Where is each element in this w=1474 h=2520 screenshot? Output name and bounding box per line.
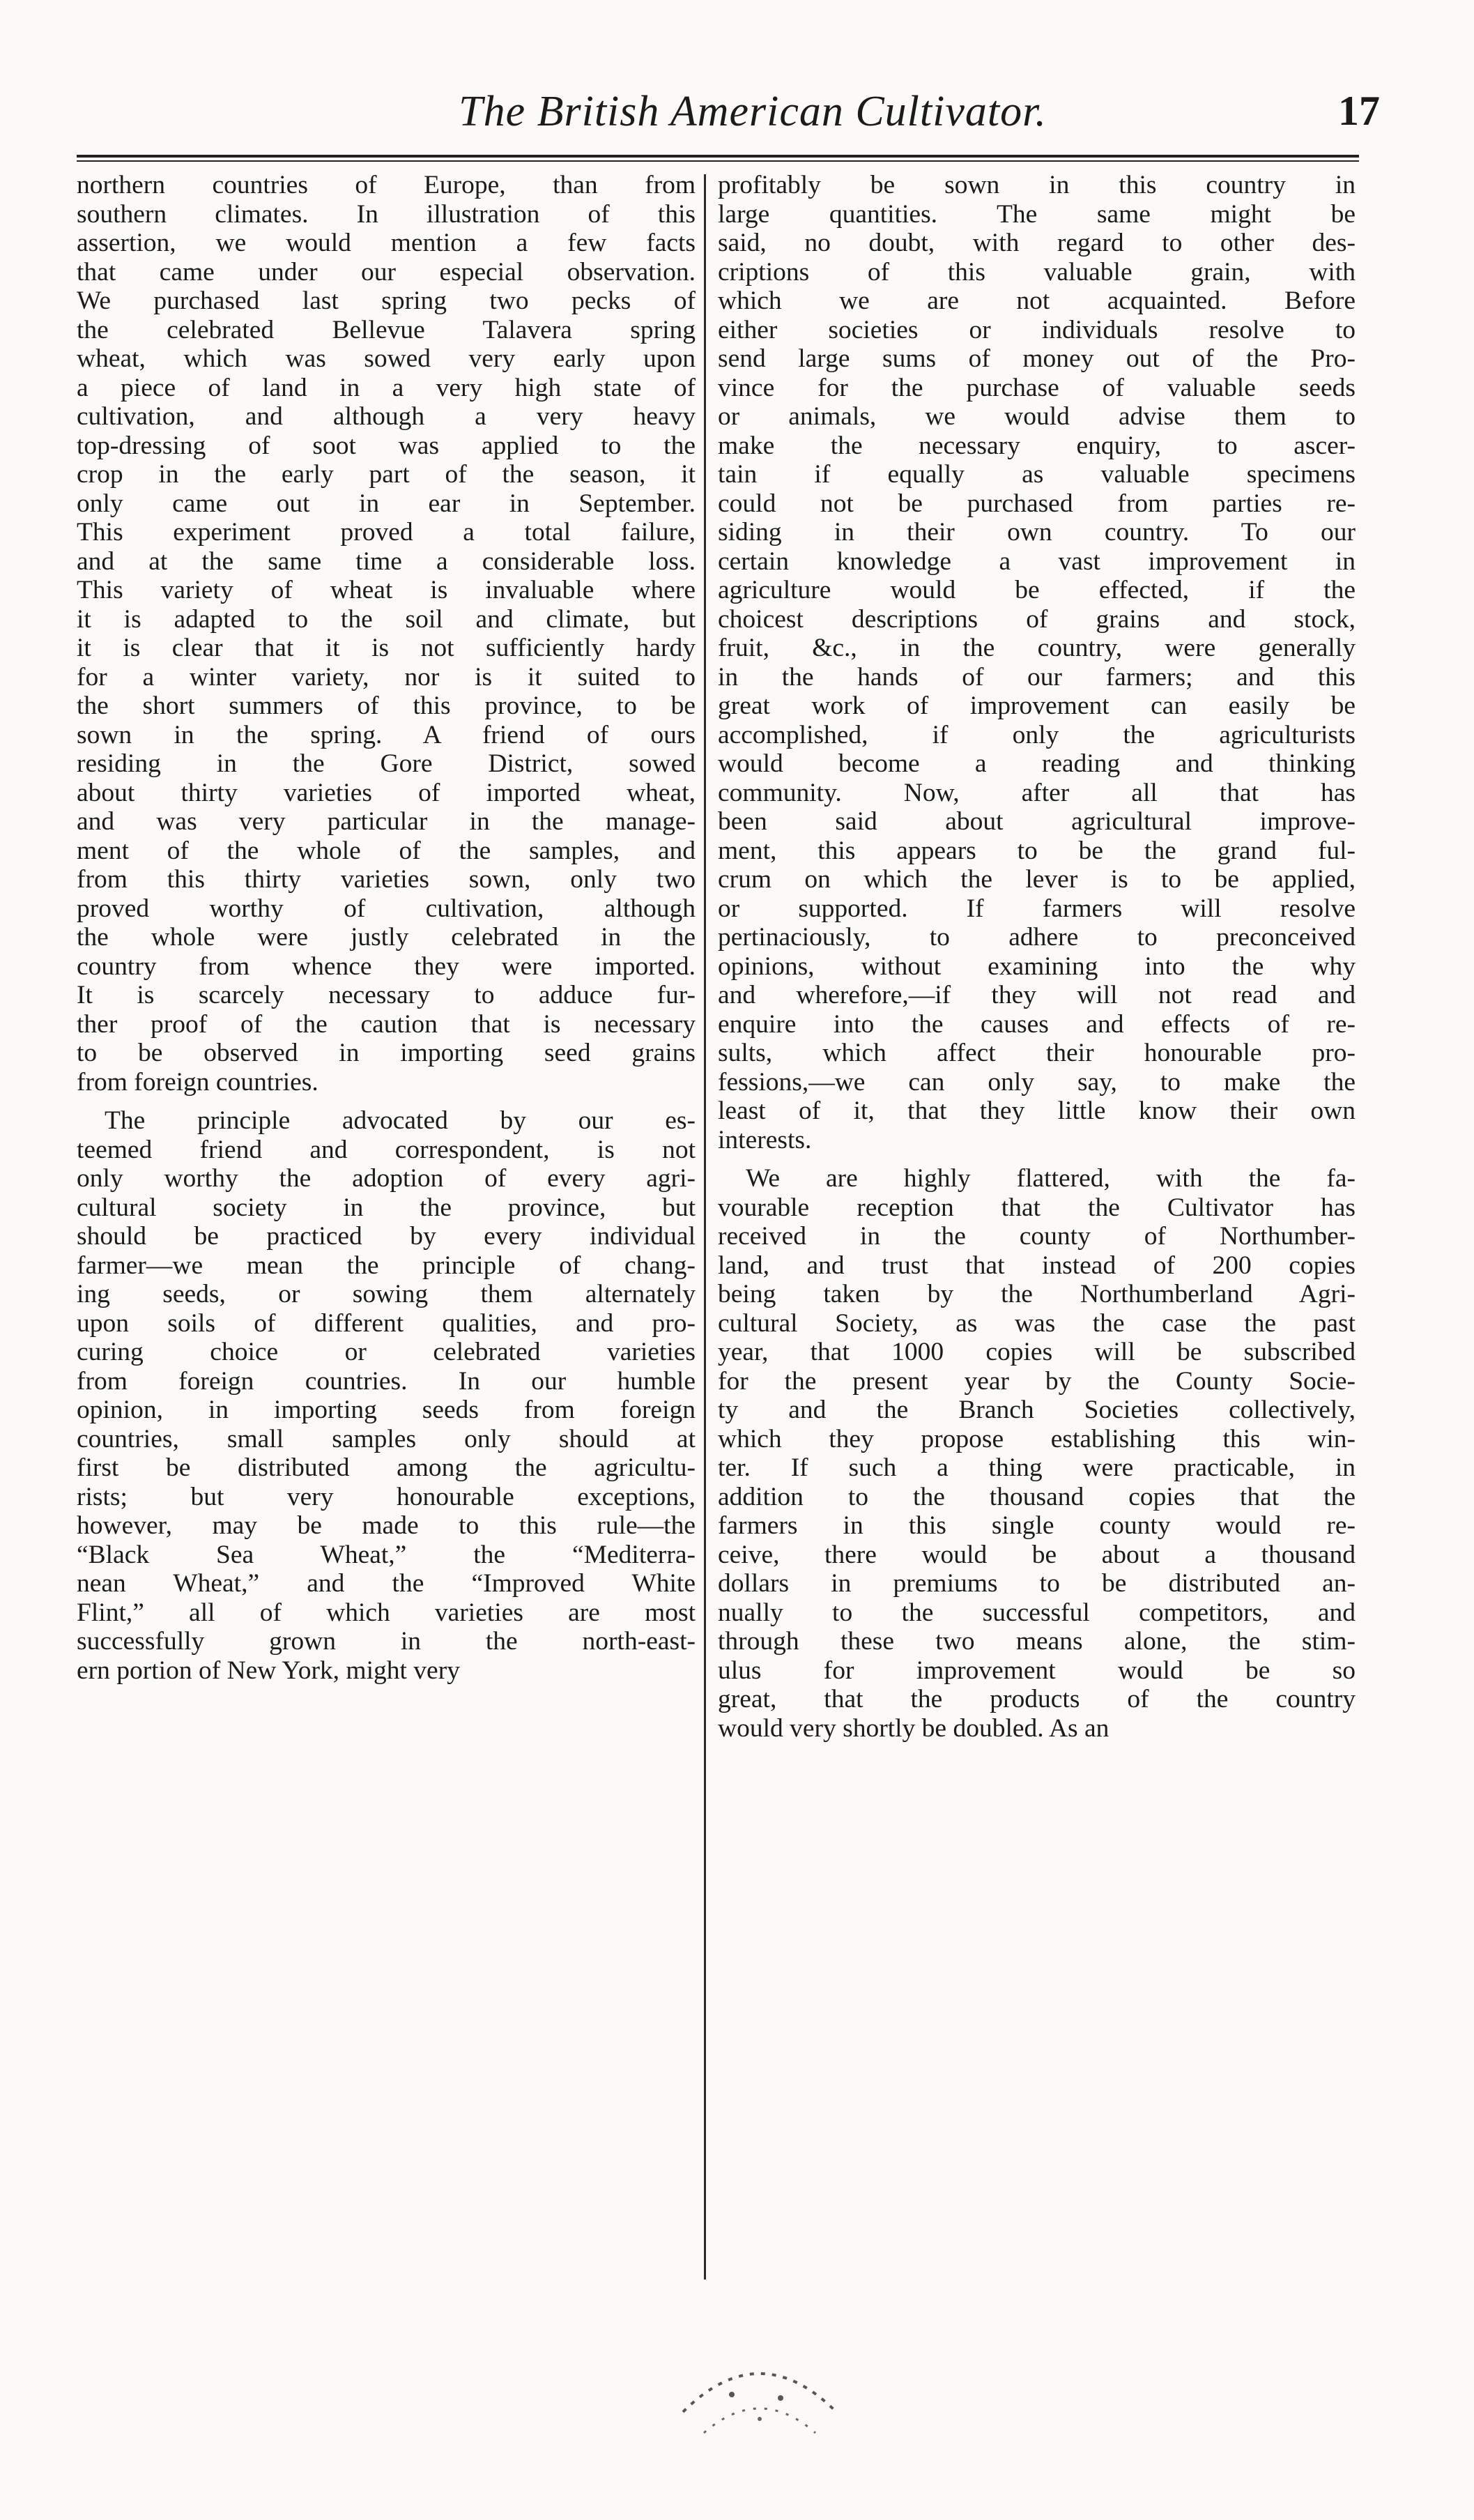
text-line: that came under our especial observation.	[77, 257, 696, 287]
text-line: upon soils of different qualities, and pro-	[77, 1308, 696, 1338]
text-line: southern climates. In illustration of this	[77, 199, 696, 229]
text-line: ment, this appears to be the grand ful-	[718, 836, 1356, 865]
column-divider	[704, 174, 706, 2280]
text-line: and wherefore,—if they will not read and	[718, 981, 1356, 1009]
text-line: cultural society in the province, but	[77, 1193, 696, 1222]
text-line: ty and the Branch Societies collectively,	[718, 1396, 1356, 1424]
text-line: least of it, that they little know their own	[718, 1097, 1356, 1125]
text-line: the celebrated Bellevue Talavera spring	[77, 315, 696, 344]
text-line: This experiment proved a total failure,	[77, 518, 696, 547]
text-line: fessions,—we can only say, to make the	[718, 1067, 1356, 1097]
text-line: from foreign countries. In our humble	[77, 1366, 696, 1396]
text-line: would become a reading and thinking	[718, 749, 1356, 778]
text-line: crop in the early part of the season, it	[77, 460, 696, 489]
text-line: or animals, we would advise them to	[718, 402, 1356, 431]
text-line: farmer—we mean the principle of chang-	[77, 1251, 696, 1280]
text-line: for a winter variety, nor is it suited to	[77, 662, 696, 692]
text-line: from foreign countries.	[77, 1067, 318, 1097]
text-line: proved worthy of cultivation, although	[77, 894, 696, 923]
text-line: tain if equally as valuable specimens	[718, 460, 1356, 489]
page-number: 17	[1338, 88, 1380, 134]
text-line: about thirty varieties of imported wheat,	[77, 778, 696, 807]
text-line: only worthy the adoption of every agri-	[77, 1164, 696, 1193]
text-line: send large sums of money out of the Pro-	[718, 344, 1356, 373]
text-line: criptions of this valuable grain, with	[718, 257, 1356, 287]
text-line: nean Wheat,” and the “Improved White	[77, 1569, 696, 1598]
text-line: ther proof of the caution that is necessary	[77, 1009, 696, 1039]
text-line: community. Now, after all that has	[718, 778, 1356, 807]
text-line: pertinaciously, to adhere to preconceived	[718, 923, 1356, 952]
running-title: The British American Cultivator.	[459, 88, 1047, 135]
text-line: dollars in premiums to be distributed an-	[718, 1569, 1356, 1598]
text-line: could not be purchased from parties re-	[718, 489, 1356, 518]
text-line: successfully grown in the north-east-	[77, 1627, 696, 1656]
text-line: wheat, which was sowed very early upon	[77, 344, 696, 373]
text-line: it is clear that it is not sufficiently hardy	[77, 634, 696, 662]
text-line: the whole were justly celebrated in the	[77, 923, 696, 952]
text-line: It is scarcely necessary to adduce fur-	[77, 981, 696, 1009]
text-line: siding in their own country. To our	[718, 518, 1356, 547]
text-line: vourable reception that the Cultivator has	[718, 1193, 1356, 1222]
text-line: a piece of land in a very high state of	[77, 373, 696, 402]
text-line: fruit, &c., in the country, were generally	[718, 634, 1356, 662]
text-line: or supported. If farmers will resolve	[718, 894, 1356, 923]
text-line: “Black Sea Wheat,” the “Mediterra-	[77, 1540, 696, 1569]
right-column	[718, 171, 1356, 1743]
text-line: nually to the successful competitors, and	[718, 1598, 1356, 1627]
text-line: opinions, without examining into the why	[718, 952, 1356, 981]
text-line: make the necessary enquiry, to ascer-	[718, 431, 1356, 460]
text-line: ceive, there would be about a thousand	[718, 1540, 1356, 1569]
header-rule	[77, 155, 1359, 165]
text-line: teemed friend and correspondent, is not	[77, 1135, 696, 1164]
text-line: crum on which the lever is to be applied,	[718, 865, 1356, 894]
text-line: should be practiced by every individual	[77, 1222, 696, 1251]
text-line: profitably be sown in this country in	[718, 171, 1356, 199]
text-line: the short summers of this province, to be	[77, 692, 696, 720]
text-line: it is adapted to the soil and climate, but	[77, 604, 696, 634]
text-line: interests.	[718, 1125, 812, 1154]
text-line: farmers in this single county would re-	[718, 1511, 1356, 1540]
page-header	[77, 87, 1380, 157]
text-line: enquire into the causes and effects of re-	[718, 1009, 1356, 1039]
text-line: land, and trust that instead of 200 copies	[718, 1251, 1356, 1280]
text-line: choicest descriptions of grains and stock,	[718, 604, 1356, 634]
text-line: ter. If such a thing were practicable, in	[718, 1453, 1356, 1482]
text-line: country from whence they were imported.	[77, 952, 696, 981]
text-line: addition to the thousand copies that the	[718, 1482, 1356, 1511]
text-line: certain knowledge a vast improvement in	[718, 547, 1356, 576]
library-stamp	[655, 2328, 864, 2447]
text-line: great work of improvement can easily be	[718, 692, 1356, 720]
text-line: however, may be made to this rule—the	[77, 1511, 696, 1540]
text-line: opinion, in importing seeds from foreign	[77, 1396, 696, 1424]
text-line: The principle advocated by our es-	[105, 1106, 696, 1135]
text-line: great, that the products of the country	[718, 1685, 1356, 1713]
text-line: either societies or individuals resolve to	[718, 315, 1356, 344]
text-line: vince for the purchase of valuable seeds	[718, 373, 1356, 402]
text-line: year, that 1000 copies will be subscribed	[718, 1338, 1356, 1366]
text-line: only came out in ear in September.	[77, 489, 696, 518]
text-line: being taken by the Northumberland Agri-	[718, 1280, 1356, 1308]
text-line: in the hands of our farmers; and this	[718, 662, 1356, 692]
text-line: cultivation, and although a very heavy	[77, 402, 696, 431]
text-line: curing choice or celebrated varieties	[77, 1338, 696, 1366]
text-line: ing seeds, or sowing them alternately	[77, 1280, 696, 1308]
text-line: assertion, we would mention a few facts	[77, 229, 696, 257]
text-line: We are highly flattered, with the fa-	[746, 1164, 1356, 1193]
text-line: rists; but very honourable exceptions,	[77, 1482, 696, 1511]
text-line: sown in the spring. A friend of ours	[77, 720, 696, 749]
text-line: for the present year by the County Socie-	[718, 1366, 1356, 1396]
text-line: accomplished, if only the agriculturists	[718, 720, 1356, 749]
text-line: residing in the Gore District, sowed	[77, 749, 696, 778]
text-line: countries, small samples only should at	[77, 1424, 696, 1453]
text-line: from this thirty varieties sown, only two	[77, 865, 696, 894]
text-line: northern countries of Europe, than from	[77, 171, 696, 199]
text-line: which they propose establishing this win-	[718, 1424, 1356, 1453]
text-line: large quantities. The same might be	[718, 199, 1356, 229]
text-line: top-dressing of soot was applied to the	[77, 431, 696, 460]
text-line: said, no doubt, with regard to other des-	[718, 229, 1356, 257]
text-line: to be observed in importing seed grains	[77, 1039, 696, 1067]
text-line: ulus for improvement would be so	[718, 1656, 1356, 1685]
text-line: agriculture would be effected, if the	[718, 576, 1356, 604]
text-line: received in the county of Northumber-	[718, 1222, 1356, 1251]
text-line: Flint,” all of which varieties are most	[77, 1598, 696, 1627]
left-column	[77, 171, 696, 1685]
text-line: ment of the whole of the samples, and	[77, 836, 696, 865]
text-line: would very shortly be doubled. As an	[718, 1713, 1110, 1743]
text-line: and at the same time a considerable loss.	[77, 547, 696, 576]
text-line: ern portion of New York, might very	[77, 1656, 460, 1685]
text-line: and was very particular in the manage-	[77, 807, 696, 836]
text-line: This variety of wheat is invaluable where	[77, 576, 696, 604]
text-line: We purchased last spring two pecks of	[77, 287, 696, 315]
text-line: been said about agricultural improve-	[718, 807, 1356, 836]
text-line: which we are not acquainted. Before	[718, 287, 1356, 315]
text-line: through these two means alone, the stim-	[718, 1627, 1356, 1656]
text-line: first be distributed among the agricultu-	[77, 1453, 696, 1482]
text-line: sults, which affect their honourable pro-	[718, 1039, 1356, 1067]
text-line: cultural Society, as was the case the past	[718, 1308, 1356, 1338]
